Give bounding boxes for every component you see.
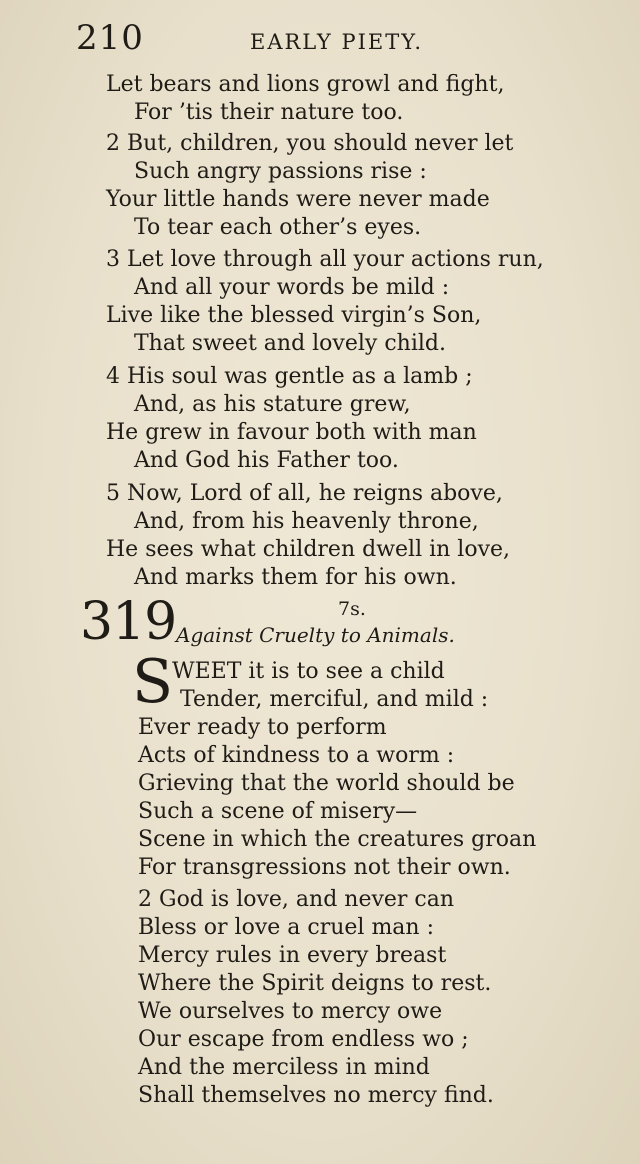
page-header bbox=[0, 18, 640, 58]
drop-cap: S bbox=[132, 647, 174, 717]
verse-line: And, from his heavenly throne, bbox=[134, 509, 479, 534]
verse-line: And, as his stature grew, bbox=[134, 392, 411, 417]
verse-line: That sweet and lovely child. bbox=[134, 331, 446, 356]
verse-line: And marks them for his own. bbox=[134, 565, 457, 590]
verse-line: 3 Let love through all your actions run, bbox=[106, 247, 544, 272]
running-title: EARLY PIETY. bbox=[250, 30, 424, 54]
hymn-number: 319 bbox=[80, 592, 177, 652]
verse-line: Tender, merciful, and mild : bbox=[180, 687, 489, 712]
verse-line: Grieving that the world should be bbox=[138, 771, 515, 796]
verse-line: Let bears and lions growl and fight, bbox=[106, 72, 505, 97]
verse-line: Mercy rules in every breast bbox=[138, 943, 447, 968]
verse-line: Your little hands were never made bbox=[106, 187, 490, 212]
hymn-meter: 7s. bbox=[338, 598, 366, 620]
verse-line: For ’tis their nature too. bbox=[134, 100, 404, 125]
verse-line: For transgressions not their own. bbox=[138, 855, 511, 880]
verse-line: Scene in which the creatures groan bbox=[138, 827, 537, 852]
verse-line: We ourselves to mercy owe bbox=[138, 999, 443, 1024]
verse-line: 2 God is love, and never can bbox=[138, 887, 455, 912]
verse-line: And God his Father too. bbox=[134, 448, 399, 473]
verse-line: He grew in favour both with man bbox=[106, 420, 477, 445]
verse-line: 2 But, children, you should never let bbox=[106, 131, 514, 156]
verse-line: Where the Spirit deigns to rest. bbox=[138, 971, 492, 996]
verse-line: And all your words be mild : bbox=[134, 275, 450, 300]
verse-line: Shall themselves no mercy find. bbox=[138, 1083, 494, 1108]
verse-line: To tear each other’s eyes. bbox=[134, 215, 422, 240]
verse-line: 5 Now, Lord of all, he reigns above, bbox=[106, 481, 503, 506]
verse-line: Bless or love a cruel man : bbox=[138, 915, 434, 940]
hymn-title: Against Cruelty to Animals. bbox=[176, 623, 455, 647]
verse-line: Live like the blessed virgin’s Son, bbox=[106, 303, 482, 328]
verse-line: Such angry passions rise : bbox=[134, 159, 427, 184]
verse-line: Acts of kindness to a worm : bbox=[138, 743, 455, 768]
page-number: 210 bbox=[76, 18, 144, 58]
verse-line: And the merciless in mind bbox=[138, 1055, 430, 1080]
verse-line: Such a scene of misery— bbox=[138, 799, 418, 824]
verse-line: He sees what children dwell in love, bbox=[106, 537, 511, 562]
verse-line: Our escape from endless wo ; bbox=[138, 1027, 469, 1052]
verse-line: 4 His soul was gentle as a lamb ; bbox=[106, 364, 473, 389]
verse-line: WEET it is to see a child bbox=[172, 659, 445, 684]
verse-line: Ever ready to perform bbox=[138, 715, 387, 740]
